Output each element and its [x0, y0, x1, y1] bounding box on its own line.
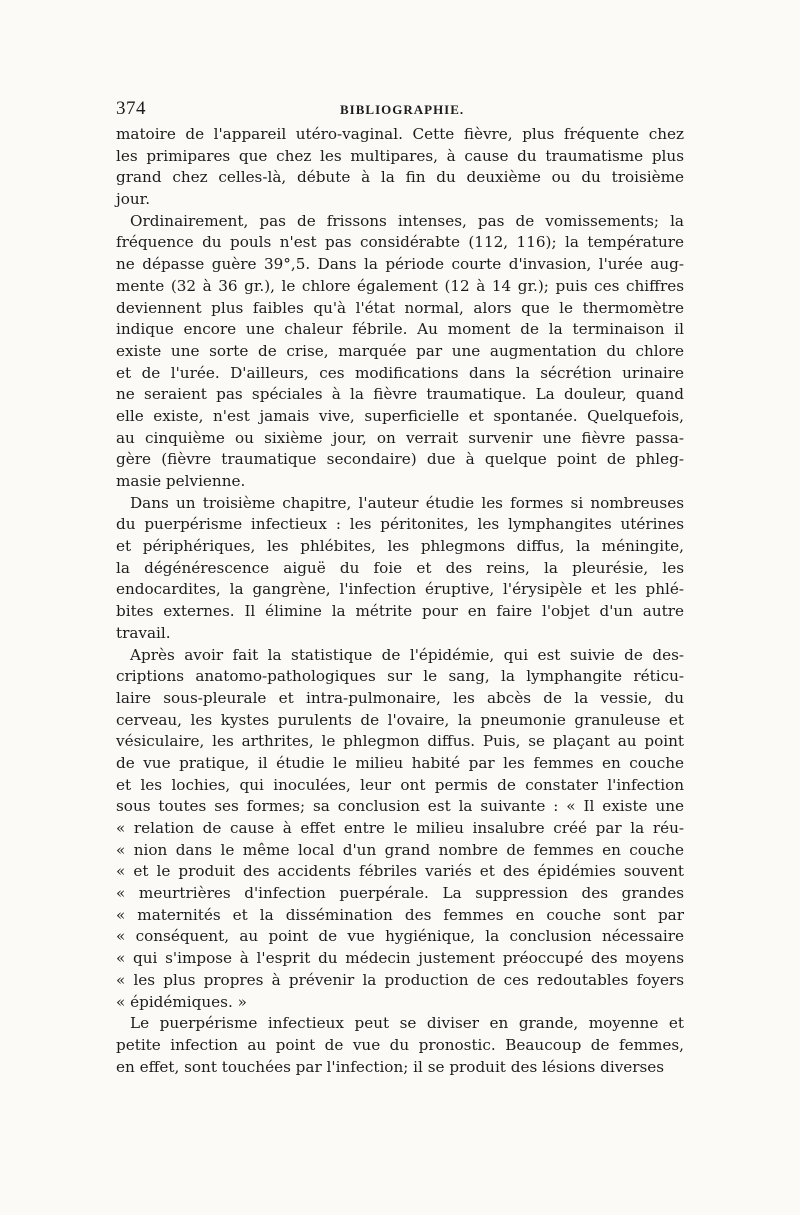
text-line: et de l'urée. D'ailleurs, ces modifications dans la sécrétion urinaire — [116, 363, 684, 382]
text-line: « meurtrières d'infection puerpérale. La suppression des grandes — [116, 884, 684, 903]
text-line: grand chez celles-là, débute à la fin du deuxième ou du troisième — [116, 168, 684, 187]
running-title: BIBLIOGRAPHIE. — [340, 102, 465, 117]
text-line: gère (fièvre traumatique secondaire) due à quelque point de phleg- — [116, 450, 684, 469]
text-line: au cinquième ou sixième jour, on verrait survenir une fièvre passa- — [116, 428, 684, 447]
text-line: bites externes. Il élimine la métrite pour en faire l'objet d'un autre — [116, 602, 684, 621]
text-line: mente (32 à 36 gr.), le chlore également (12 à 14 gr.); puis ces chiffres — [116, 276, 684, 295]
text-line: ne seraient pas spéciales à la fièvre traumatique. La douleur, quand — [116, 385, 684, 404]
text-line: fréquence du pouls n'est pas considérabte (112, 116); la température — [116, 233, 684, 252]
text-line: existe une sorte de crise, marquée par une augmentation du chlore — [116, 341, 684, 360]
text-line: « relation de cause à effet entre le milieu insalubre créé par la réu- — [116, 819, 684, 837]
text-line: « nion dans le même local d'un grand nombre de femmes en couche — [116, 840, 684, 859]
text-line: la dégénérescence aiguë du foie et des reins, la pleurésie, les — [116, 558, 684, 577]
text-line: et périphériques, les phlébites, les phlegmons diffus, la méningite, — [116, 537, 684, 556]
text-line: cerveau, les kystes purulents de l'ovaire, la pneumonie granuleuse et — [116, 710, 684, 729]
text-line: ne dépasse guère 39°,5. Dans la période courte d'invasion, l'urée aug- — [116, 255, 684, 274]
text-line: « épidémiques. » — [116, 992, 247, 1011]
text-line: « les plus propres à prévenir la production de ces redoutables foyers — [116, 970, 684, 989]
book-page — [116, 94, 684, 1078]
text-line: jour. — [116, 190, 151, 209]
text-line: du puerpérisme infectieux : les péritonites, les lymphangites utérines — [116, 515, 684, 534]
text-line: Après avoir fait la statistique de l'épidémie, qui est suivie de des- — [130, 645, 684, 664]
text-line: les primipares que chez les multipares, à cause du traumatisme plus — [116, 146, 684, 165]
text-line: Ordinairement, pas de frissons intenses, pas de vomissements; la — [130, 211, 684, 230]
text-line: criptions anatomo-pathologiques sur le sang, la lymphangite réticu- — [116, 667, 684, 686]
running-head — [116, 94, 684, 124]
text-line: de vue pratique, il étudie le milieu habité par les femmes en couche — [116, 753, 684, 772]
page-number: 374 — [116, 98, 146, 119]
text-line: masie pelvienne. — [116, 472, 246, 490]
text-line: « conséquent, au point de vue hygiénique, la conclusion nécessaire — [116, 927, 684, 946]
text-line: endocardites, la gangrène, l'infection éruptive, l'érysipèle et les phlé- — [116, 580, 684, 599]
text-line: « et le produit des accidents fébriles variés et des épidémies souvent — [116, 862, 684, 881]
text-line: Dans un troisième chapitre, l'auteur étudie les formes si nombreuses — [130, 493, 684, 512]
text-line: sous toutes ses formes; sa conclusion est la suivante : « Il existe une — [116, 797, 684, 816]
text-line: indique encore une chaleur fébrile. Au moment de la terminaison il — [116, 320, 684, 339]
text-line: vésiculaire, les arthrites, le phlegmon diffus. Puis, se plaçant au point — [116, 732, 684, 751]
text-line: Le puerpérisme infectieux peut se diviser en grande, moyenne et — [130, 1014, 684, 1033]
text-line: petite infection au point de vue du pronostic. Beaucoup de femmes, — [116, 1035, 684, 1054]
body-text — [116, 124, 684, 1078]
text-line: matoire de l'appareil utéro-vaginal. Cette fièvre, plus fréquente chez — [116, 125, 684, 143]
text-line: laire sous-pleurale et intra-pulmonaire, les abcès de la vessie, du — [116, 688, 684, 707]
text-line: « qui s'impose à l'esprit du médecin justement préoccupé des moyens — [116, 949, 684, 968]
text-line: « maternités et la dissémination des femmes en couche sont par — [116, 905, 684, 924]
text-line: deviennent plus faibles qu'à l'état normal, alors que le thermomètre — [116, 298, 684, 317]
text-line: elle existe, n'est jamais vive, superficielle et spontanée. Quelquefois, — [116, 406, 684, 425]
text-line: en effet, sont touchées par l'infection; il se produit des lésions diverses — [116, 1057, 665, 1076]
text-line: et les lochies, qui inoculées, leur ont permis de constater l'infection — [116, 775, 684, 794]
text-line: travail. — [116, 623, 171, 642]
